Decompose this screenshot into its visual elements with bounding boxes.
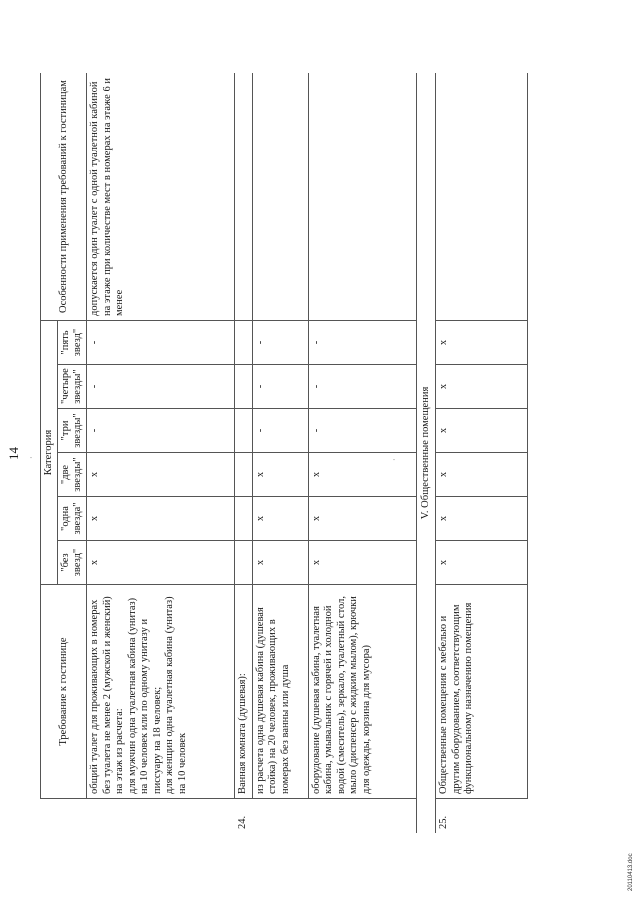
table-row [436, 73, 528, 833]
header-cat-0: "без звезд" [58, 541, 87, 585]
mark-cell: x [436, 409, 528, 453]
mark-cell: - [87, 365, 235, 409]
mark-cell: x [436, 541, 528, 585]
header-num [41, 799, 87, 834]
header-cat-1: "одна звезда" [58, 497, 87, 541]
header-cat-4: "четыре звезды" [58, 365, 87, 409]
mark-cell: - [87, 321, 235, 365]
mark-cell: - [252, 409, 308, 453]
section-row [416, 73, 436, 833]
row-text-line: общий туалет для проживающих в номерах без туалета не менее 2 (мужской и женский) на этаж из расчета: [89, 596, 125, 794]
mark-cell: x [436, 497, 528, 541]
scan-speck: · [27, 456, 36, 459]
header-requirement: Требование к гостинице [41, 585, 87, 799]
mark-cell: x [252, 541, 308, 585]
mark-cell: x [436, 365, 528, 409]
mark-cell: x [436, 453, 528, 497]
row-number: 24. [235, 799, 253, 834]
requirements-table [40, 73, 528, 833]
mark-cell: - [252, 365, 308, 409]
mark-cell: x [252, 497, 308, 541]
header-features: Особенности применения требований к гостиницам [41, 73, 87, 321]
mark-cell: - [308, 321, 416, 365]
mark-cell: x [308, 541, 416, 585]
row-title: Ванная комната (душевая): [235, 585, 253, 799]
mark-cell: x [252, 453, 308, 497]
mark-cell: x [87, 497, 235, 541]
row-number: 25. [436, 799, 528, 834]
mark-cell: - [87, 409, 235, 453]
mark-cell: x [87, 541, 235, 585]
row-text: оборудование (душевая кабина, туалетная кабина, умывальник с горячей и холодной водой (смеситель), зеркало, туалетный стол, мыло (диспенсер с жидким мылом), крючки для одежды, корзина для мусора) [308, 585, 416, 799]
row-text [87, 585, 235, 799]
mark-cell: x [436, 321, 528, 365]
row-text-line: для женщин одна туалетная кабина (унитаз) на 10 человек [164, 596, 188, 794]
page-number: 14 [6, 447, 21, 460]
mark-cell: x [308, 497, 416, 541]
mark-cell: - [308, 409, 416, 453]
table-row [308, 73, 416, 833]
header-cat-5: "пять звезд" [58, 321, 87, 365]
mark-cell: - [308, 365, 416, 409]
mark-cell: - [252, 321, 308, 365]
mark-cell: x [308, 453, 416, 497]
mark-cell: x [87, 453, 235, 497]
file-name: 20110413.doc [628, 853, 634, 891]
row-text: Общественные помещения с мебелью и другим оборудованием, соответствующим функциональному назначению помещения [436, 585, 528, 799]
section-title: V. Общественные помещения [416, 73, 436, 833]
header-cat-2: "две звезды" [58, 453, 87, 497]
table-row [87, 73, 235, 833]
row-text: из расчета одна душевая кабина (душевая стойка) на 20 человек, проживающих в номерах без ванны или душа [252, 585, 308, 799]
table-row [252, 73, 308, 833]
row-note: допускается один туалет с одной туалетной кабиной на этаже при количестве мест в номерах на этаже 6 и менее [87, 73, 235, 321]
row-text-line: для мужчин одна туалетная кабина (унитаз) на 10 человек или по одному унитазу и писсуару на 18 человек; [126, 597, 163, 794]
scan-speck: · [390, 458, 399, 461]
table-row [235, 73, 253, 833]
header-cat-3: "три звезды" [58, 409, 87, 453]
header-category: Категория [41, 321, 58, 585]
